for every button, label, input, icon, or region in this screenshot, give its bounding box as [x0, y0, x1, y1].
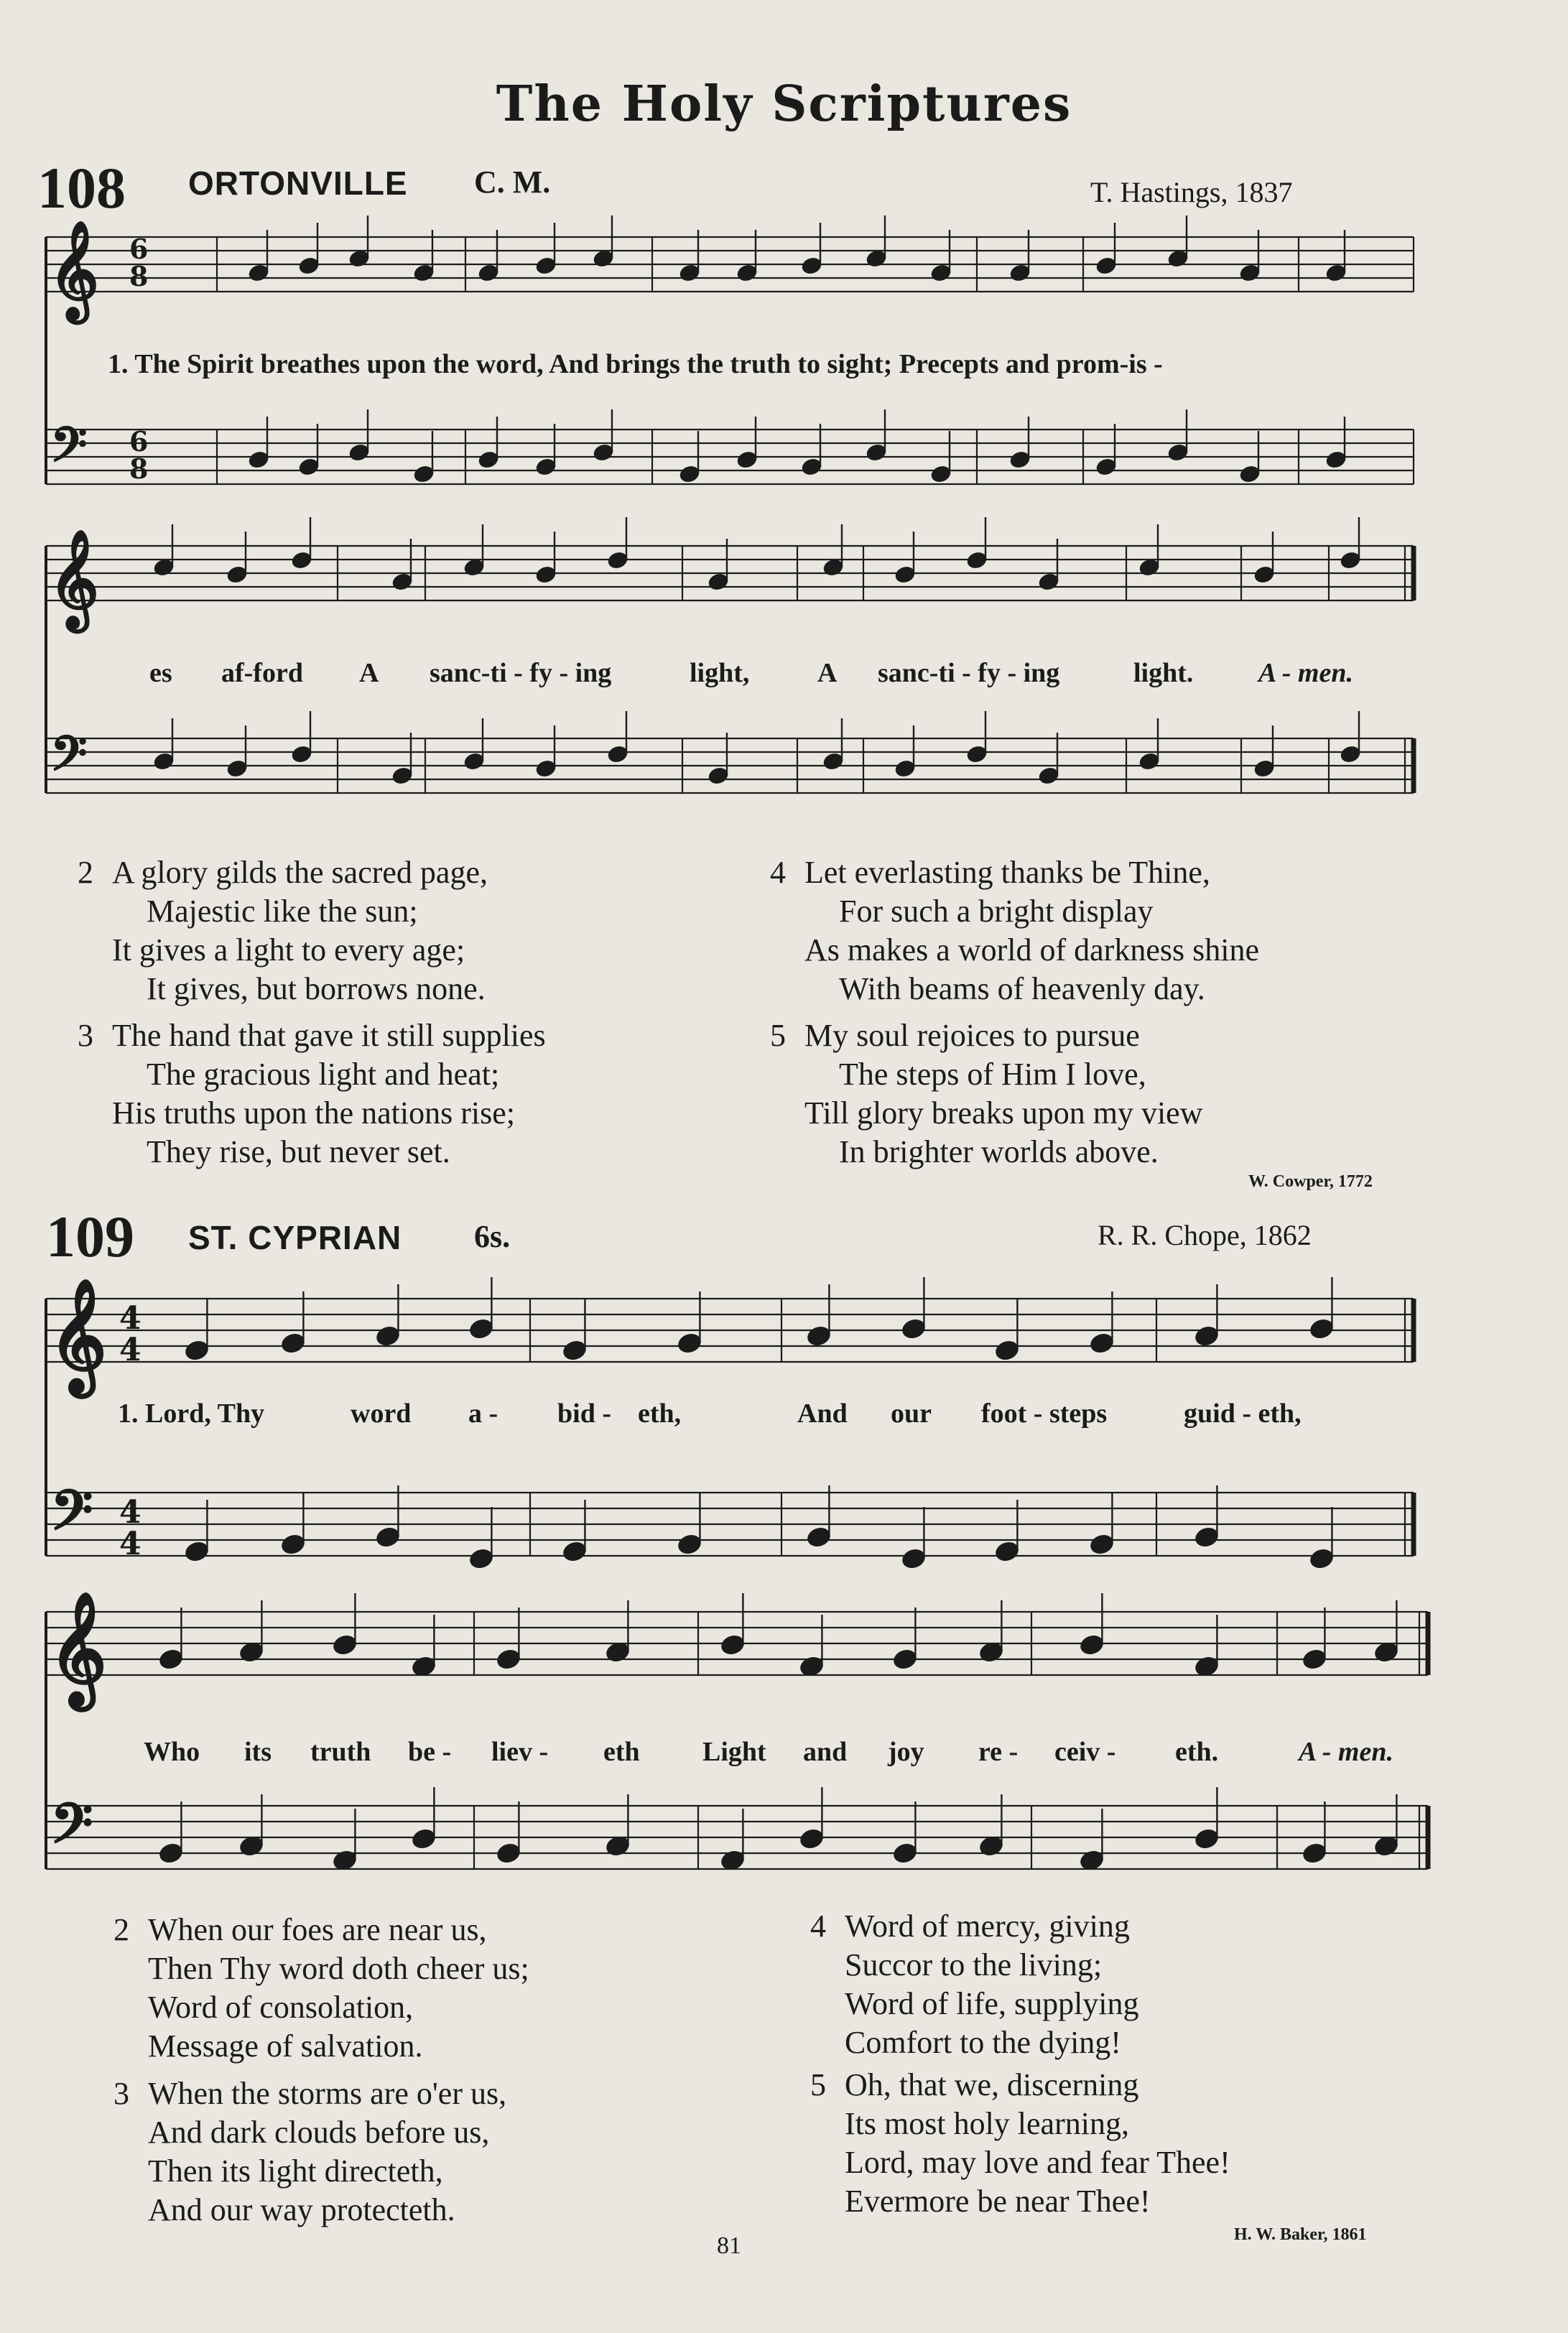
note-head: [410, 1827, 437, 1850]
note-head: [1301, 1647, 1328, 1671]
lyric-syllable: A: [817, 658, 838, 688]
music-glyph: 8: [129, 453, 149, 485]
lyric-syllable: A: [359, 658, 379, 688]
lyric-syllable: our: [891, 1399, 932, 1429]
lyric-syllable: A - men.: [1258, 658, 1353, 688]
verse-line: His truths upon the nations rise;: [112, 1095, 515, 1131]
verse-line: With beams of heavenly day.: [839, 971, 1205, 1006]
tune-name: ST. CYPRIAN: [188, 1219, 402, 1256]
verse-number: 3: [78, 1018, 93, 1053]
note-head: [805, 1525, 832, 1549]
verse-number: 2: [78, 855, 93, 890]
verse-line: Evermore be near Thee!: [845, 2184, 1151, 2219]
verse-line: A glory gilds the sacred page,: [112, 855, 488, 890]
note-head: [1193, 1525, 1220, 1549]
lyric-syllable: A - men.: [1299, 1737, 1393, 1767]
note-head: [1088, 1331, 1115, 1355]
note-head: [468, 1317, 495, 1340]
note-head: [900, 1317, 927, 1340]
note-head: [993, 1338, 1021, 1362]
author-credit: H. W. Baker, 1861: [1234, 2225, 1367, 2244]
lyric-syllable: And: [797, 1399, 848, 1429]
author-credit: W. Cowper, 1772: [1248, 1172, 1373, 1191]
verse-line: Its most holy learning,: [845, 2106, 1129, 2141]
verse: [810, 1907, 1139, 2062]
music-glyph: 𝄢: [50, 1791, 93, 1869]
lyric-syllable: light,: [690, 658, 750, 688]
verse: [78, 853, 488, 1008]
page-number: 81: [717, 2232, 741, 2259]
verse-line: As makes a world of darkness shine: [804, 932, 1259, 968]
music-glyph: 4: [119, 1494, 142, 1531]
note-head: [1193, 1827, 1220, 1850]
note-head: [805, 1324, 832, 1348]
note-head: [900, 1546, 927, 1570]
tune-name: ORTONVILLE: [188, 164, 408, 202]
verse-line: When the storms are o'er us,: [148, 2076, 507, 2111]
verse-line: The steps of Him I love,: [839, 1057, 1146, 1092]
note-head: [495, 1647, 522, 1671]
note-head: [798, 1827, 825, 1850]
note-head: [993, 1539, 1021, 1563]
lyric-syllable: a -: [468, 1399, 498, 1429]
verse-line: It gives a light to every age;: [112, 932, 465, 968]
music-glyph: 4: [119, 1526, 142, 1562]
lyric-syllable: 1. Lord, Thy: [118, 1399, 265, 1429]
verse-number: 5: [810, 2067, 826, 2102]
verse-line: For such a bright display: [839, 894, 1154, 929]
note-head: [279, 1532, 307, 1556]
note-head: [891, 1841, 919, 1865]
verse-number: 5: [770, 1018, 786, 1053]
verse-line: Oh, that we, discerning: [845, 2067, 1139, 2102]
lyric-syllable: guid - eth,: [1184, 1399, 1302, 1429]
lyric-syllable: af-ford: [221, 658, 303, 688]
lyric-syllable: joy: [888, 1737, 924, 1767]
note-head: [157, 1841, 185, 1865]
verse: [78, 1016, 546, 1172]
note-head: [279, 1331, 307, 1355]
lyric-syllable: liev -: [491, 1737, 549, 1767]
lyric-syllable: truth: [310, 1737, 371, 1767]
hymn-number: 108: [37, 155, 126, 221]
meter: C. M.: [474, 164, 551, 200]
note-head: [1088, 1532, 1115, 1556]
lyric-syllable: ceiv -: [1054, 1737, 1116, 1767]
note-head: [1301, 1841, 1328, 1865]
verse-line: Then its light directeth,: [148, 2153, 443, 2189]
lyric-syllable: es: [149, 658, 172, 688]
note-head: [157, 1647, 185, 1671]
music-glyph: 𝄢: [50, 1478, 93, 1556]
music-glyph: 8: [129, 260, 149, 292]
lyric-syllable: its: [244, 1737, 272, 1767]
verse-line: And our way protecteth.: [148, 2192, 455, 2227]
hymn-number: 109: [46, 1204, 134, 1269]
music-glyph: 6: [129, 233, 149, 265]
verse-line: In brighter worlds above.: [839, 1134, 1159, 1169]
verse-line: Word of life, supplying: [845, 1986, 1139, 2021]
note-head: [561, 1539, 588, 1563]
music-glyph: 𝄢: [50, 417, 88, 484]
composer: T. Hastings, 1837: [1090, 176, 1293, 208]
verse-line: The hand that gave it still supplies: [112, 1018, 546, 1053]
verse: [770, 853, 1259, 1008]
note-head: [374, 1324, 402, 1348]
note-head: [495, 1841, 522, 1865]
lyric-syllable: sanc-ti - fy - ing: [878, 658, 1060, 688]
note-head: [676, 1331, 703, 1355]
verse: [810, 2066, 1230, 2221]
verse-line: It gives, but borrows none.: [147, 971, 486, 1006]
verse-line: Then Thy word doth cheer us;: [148, 1951, 529, 1986]
verse-number: 4: [770, 855, 786, 890]
note-head: [1193, 1324, 1220, 1348]
note-head: [1078, 1633, 1105, 1656]
music-glyph: 𝄞: [49, 219, 99, 319]
lyric-syllable: Who: [144, 1737, 200, 1767]
music-glyph: 4: [119, 1300, 142, 1337]
lyric-syllable: be -: [408, 1737, 452, 1767]
verse-line: Word of mercy, giving: [845, 1908, 1130, 1944]
verse-line: And dark clouds before us,: [148, 2115, 490, 2150]
music-glyph: 𝄢: [50, 725, 88, 793]
note-head: [468, 1546, 495, 1570]
verse: [113, 2074, 506, 2230]
music-glyph: 𝄞: [49, 1591, 107, 1706]
music-glyph: 4: [119, 1332, 142, 1368]
note-head: [676, 1532, 703, 1556]
lyric-syllable: and: [803, 1737, 848, 1767]
note-head: [561, 1338, 588, 1362]
note-head: [719, 1633, 746, 1656]
note-head: [1308, 1546, 1335, 1570]
lyric-syllable: foot - steps: [981, 1399, 1108, 1429]
verse: [113, 1911, 529, 2066]
lyric-syllable: bid -: [557, 1399, 611, 1429]
note-head: [183, 1539, 210, 1563]
verse-number: 2: [113, 1912, 129, 1947]
verse-line: Word of consolation,: [148, 1990, 414, 2025]
verse-number: 3: [113, 2076, 129, 2111]
verse-line: The gracious light and heat;: [147, 1057, 500, 1092]
note-head: [891, 1647, 919, 1671]
verse-line: Lord, may love and fear Thee!: [845, 2145, 1230, 2180]
music-glyph: 𝄞: [49, 1278, 107, 1393]
note-head: [1308, 1317, 1335, 1340]
note-head: [331, 1633, 358, 1656]
lyric-syllable: eth,: [638, 1399, 682, 1429]
verse-number: 4: [810, 1908, 826, 1944]
lyric-syllable: eth.: [1175, 1737, 1219, 1767]
verse-line: My soul rejoices to pursue: [804, 1018, 1140, 1053]
lyric-syllable: eth: [603, 1737, 640, 1767]
meter: 6s.: [474, 1219, 511, 1254]
lyrics-line: 1. The Spirit breathes upon the word, And brings the truth to sight; Precepts and prom-is -: [108, 349, 1163, 379]
music-glyph: 6: [129, 425, 149, 458]
verse-line: When our foes are near us,: [148, 1912, 487, 1947]
verse-line: Let everlasting thanks be Thine,: [804, 855, 1210, 890]
verse: [770, 1016, 1202, 1172]
lyric-syllable: light.: [1133, 658, 1194, 688]
composer: R. R. Chope, 1862: [1098, 1219, 1312, 1251]
verse-line: Majestic like the sun;: [147, 894, 418, 929]
note-head: [374, 1525, 402, 1549]
verse-line: Comfort to the dying!: [845, 2025, 1121, 2060]
verse-line: They rise, but never set.: [147, 1134, 450, 1169]
lyric-syllable: re -: [978, 1737, 1019, 1767]
lyric-syllable: Light: [702, 1737, 766, 1767]
music-glyph: 𝄞: [49, 528, 99, 628]
lyric-syllable: sanc-ti - fy - ing: [430, 658, 612, 688]
verse-line: Message of salvation.: [148, 2028, 423, 2064]
lyric-syllable: word: [351, 1399, 412, 1429]
note-head: [183, 1338, 210, 1362]
verse-line: Succor to the living;: [845, 1947, 1103, 1982]
verse-line: Till glory breaks upon my view: [804, 1095, 1203, 1131]
page-title: The Holy Scriptures: [496, 75, 1072, 133]
